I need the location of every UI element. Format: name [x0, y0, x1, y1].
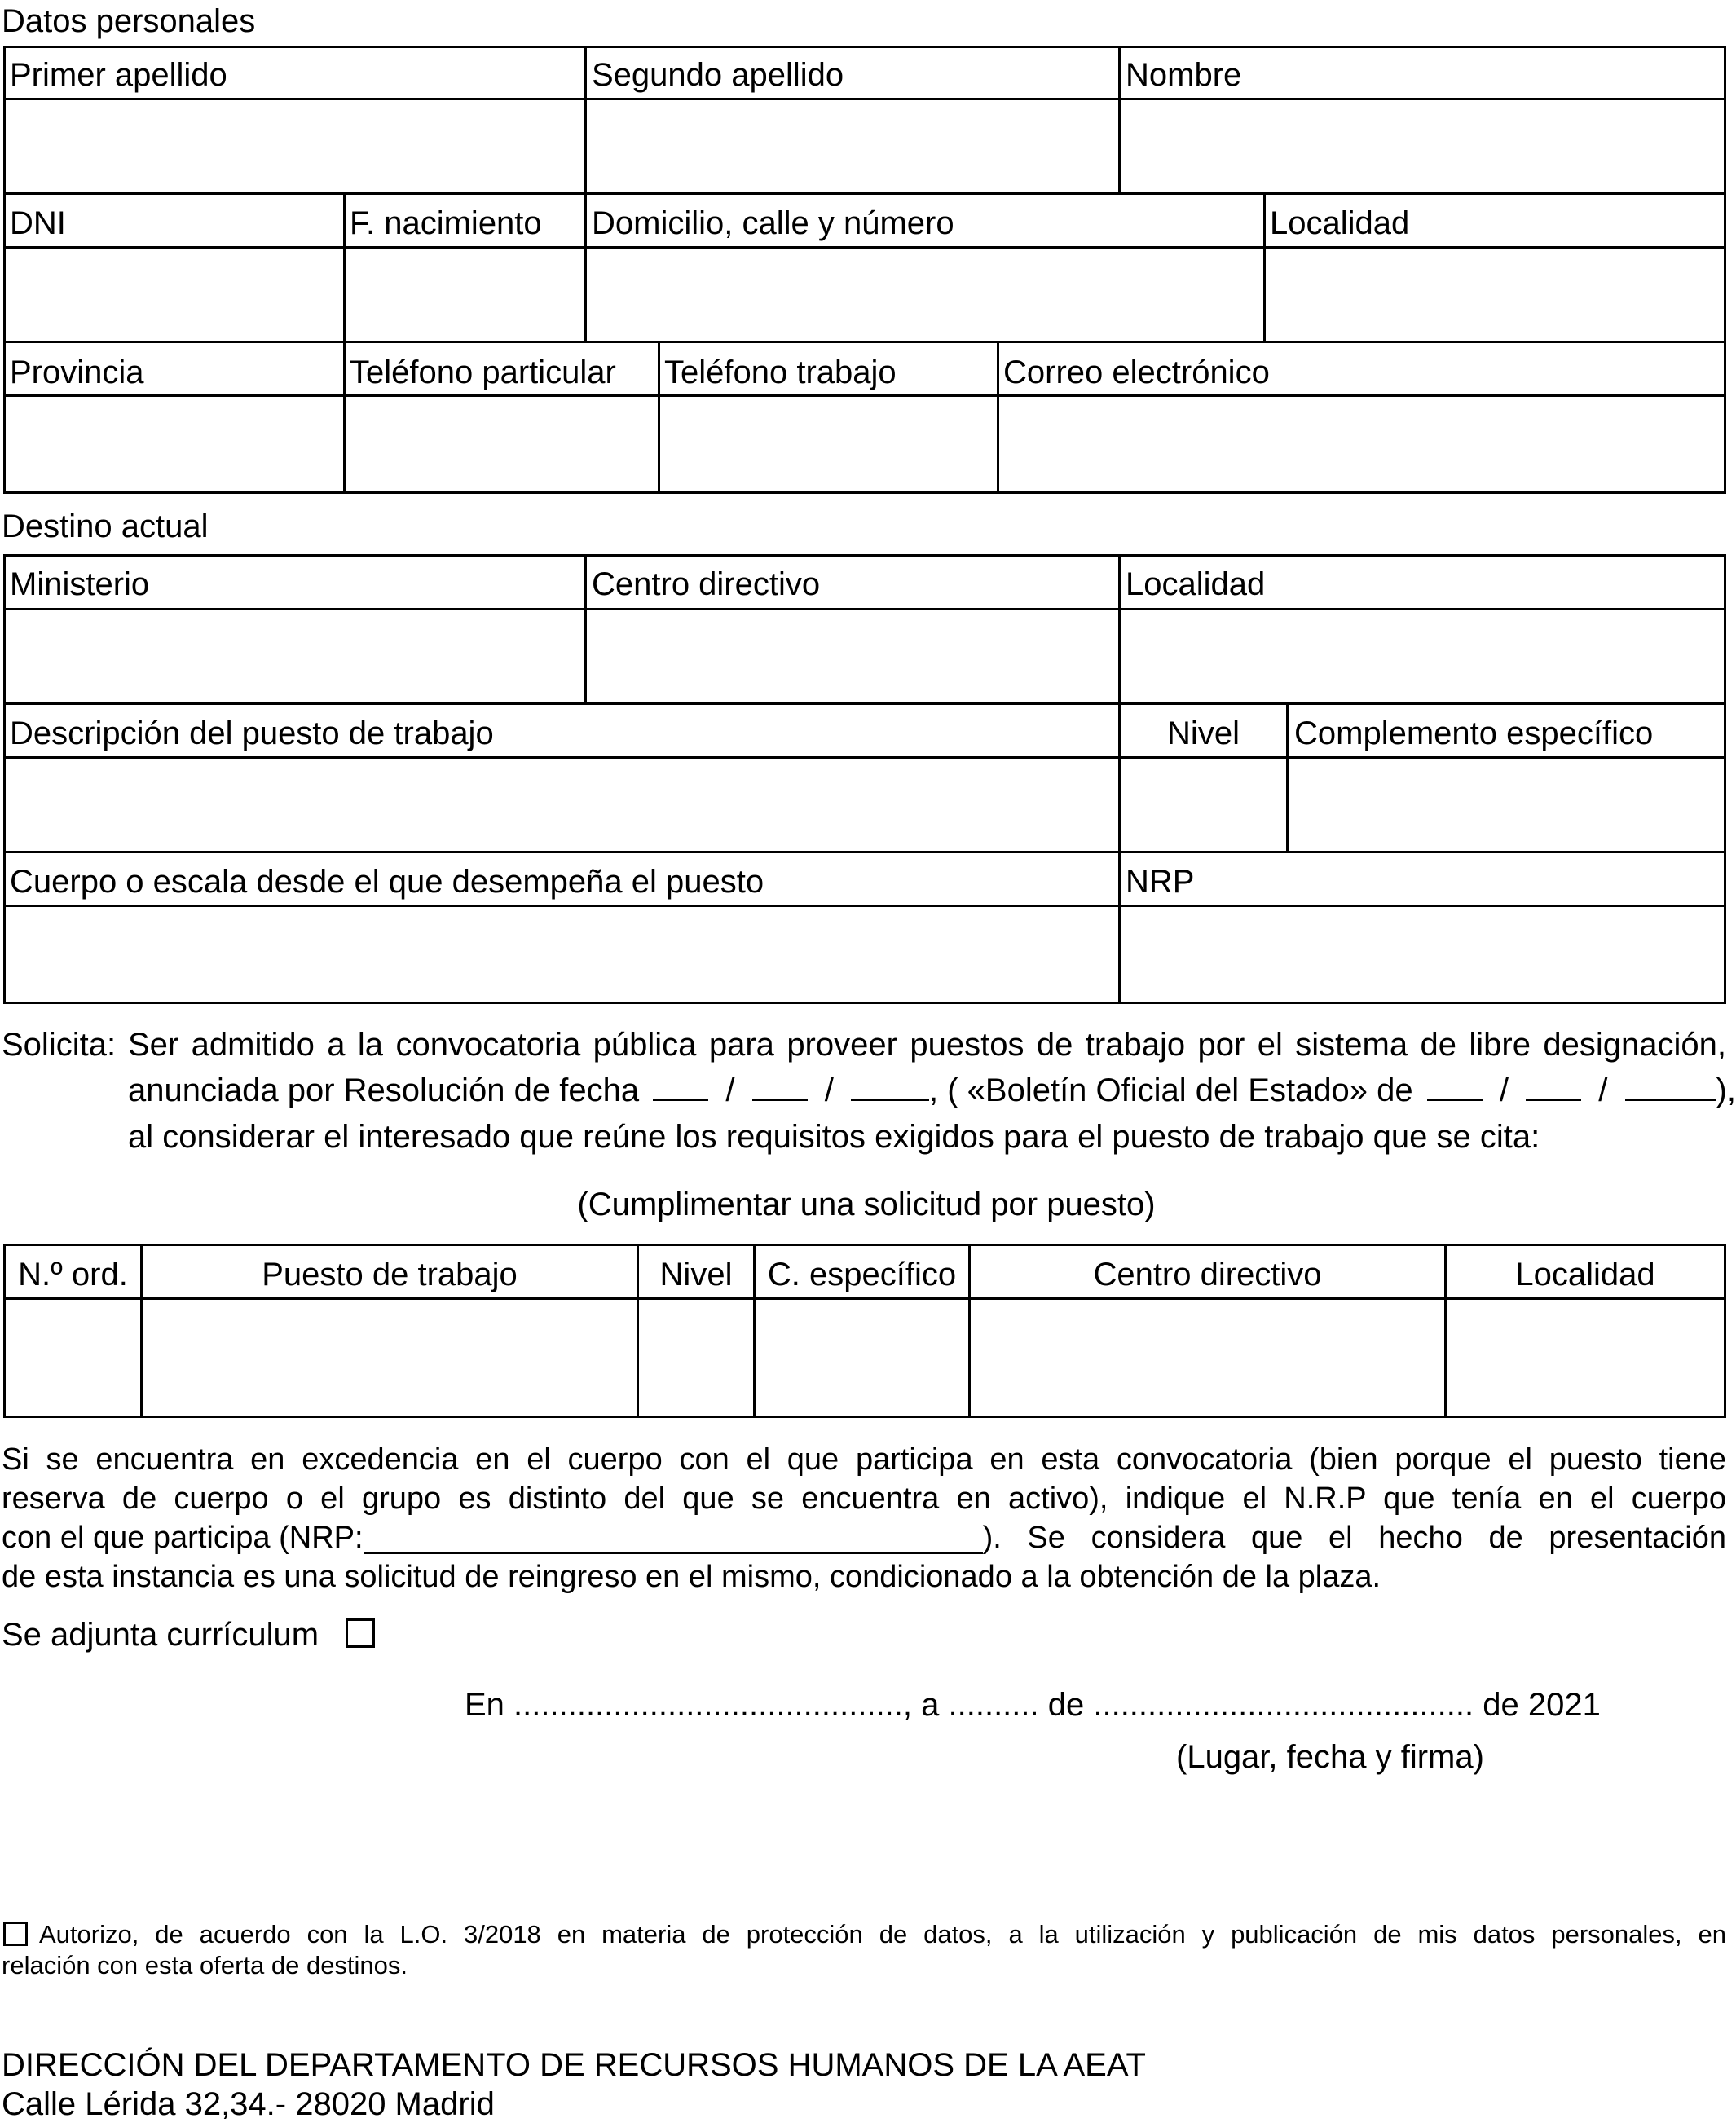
domicilio-field[interactable] [587, 249, 1263, 341]
autorizo-checkbox[interactable] [3, 1922, 28, 1946]
localidad-cell[interactable] [1447, 1300, 1724, 1416]
label-primer-apellido: Primer apellido [10, 57, 227, 93]
excedencia-line-2: reserva de cuerpo o el grupo es distinto del que se encuentra en activo), indique el N.R.P que tenía en el cuerpo [2, 1482, 1726, 1516]
section-title-personal: Datos personales [2, 3, 256, 39]
label-descripcion: Descripción del puesto de trabajo [10, 716, 494, 751]
header-puesto: Puesto de trabajo [262, 1257, 518, 1292]
boe-dia-blank[interactable] [1427, 1074, 1483, 1101]
label-localidad: Localidad [1270, 205, 1410, 241]
solicita-line-1: Ser admitido a la convocatoria pública para proveer puestos de trabajo por el sistema de libre designación, [128, 1027, 1726, 1063]
centro-directivo-field[interactable] [587, 610, 1118, 702]
section-title-destino: Destino actual [2, 509, 209, 544]
footer-address-street: Calle Lérida 32,34.- 28020 Madrid [2, 2086, 495, 2122]
provincia-field[interactable] [6, 397, 343, 491]
ministerio-field[interactable] [6, 610, 584, 702]
nrp-excedencia-blank[interactable] [364, 1522, 983, 1554]
segundo-apellido-field[interactable] [587, 100, 1118, 192]
label-telefono-trabajo: Teléfono trabajo [664, 354, 897, 390]
centro-directivo-cell[interactable] [971, 1300, 1444, 1416]
localidad-field[interactable] [1266, 249, 1724, 341]
label-segundo-apellido: Segundo apellido [592, 57, 844, 93]
header-centro-directivo: Centro directivo [1093, 1257, 1322, 1292]
label-nrp: NRP [1126, 864, 1195, 900]
excedencia-line-4: de esta instancia es una solicitud de reingreso en el mismo, condicionado a la obtención de la plaza. [2, 1560, 1381, 1594]
nrp-field[interactable] [1121, 907, 1724, 1002]
correo-field[interactable] [999, 397, 1724, 491]
autorizo-line-1: Autorizo, de acuerdo con la L.O. 3/2018 en materia de protección de datos, a la utilización y publicación de mis datos personales, en [39, 1920, 1726, 1949]
excedencia-line-3: con el que participa (NRP: ). Se considera que el hecho de presentación [2, 1521, 1726, 1555]
excedencia-line-1: Si se encuentra en excedencia en el cuerpo con el que participa en esta convocatoria (bien porque el puesto tiene [2, 1442, 1726, 1477]
curriculum-label: Se adjunta currículum [2, 1617, 319, 1653]
telefono-trabajo-field[interactable] [660, 397, 997, 491]
label-provincia: Provincia [10, 354, 144, 390]
label-dni: DNI [10, 205, 66, 241]
solicita-label: Solicita: [2, 1027, 117, 1063]
label-nombre: Nombre [1126, 57, 1242, 93]
solicita-line-2: anunciada por Resolución de fecha / / , ( «Boletín Oficial del Estado» de / / ), [128, 1072, 1736, 1108]
label-correo: Correo electrónico [1003, 354, 1270, 390]
fecha-dia-blank[interactable] [653, 1074, 708, 1101]
complemento-field[interactable] [1289, 759, 1724, 851]
label-complemento: Complemento específico [1294, 716, 1654, 751]
nombre-field[interactable] [1121, 100, 1724, 192]
telefono-particular-field[interactable] [346, 397, 658, 491]
label-nivel: Nivel [1167, 716, 1240, 751]
fecha-anio-blank[interactable] [851, 1074, 929, 1101]
puesto-cell[interactable] [143, 1300, 637, 1416]
label-domicilio: Domicilio, calle y número [592, 205, 954, 241]
solicita-line-3: al considerar el interesado que reúne los requisitos exigidos para el puesto de trabajo que se cita: [128, 1119, 1540, 1155]
header-localidad: Localidad [1515, 1257, 1655, 1292]
nivel-cell[interactable] [639, 1300, 753, 1416]
header-n-ord: N.º ord. [18, 1257, 128, 1292]
solicita-note: (Cumplimentar una solicitud por puesto) [577, 1187, 1156, 1222]
label-telefono-particular: Teléfono particular [350, 354, 616, 390]
firma-line: En ..........................................., a .......... de .......................................... de 2021 [465, 1687, 1601, 1723]
n-ord-cell[interactable] [6, 1300, 140, 1416]
label-cuerpo: Cuerpo o escala desde el que desempeña el puesto [10, 864, 764, 900]
header-nivel: Nivel [659, 1257, 733, 1292]
label-f-nacimiento: F. nacimiento [350, 205, 542, 241]
label-ministerio: Ministerio [10, 566, 150, 602]
c-especifico-cell[interactable] [756, 1300, 968, 1416]
localidad-destino-field[interactable] [1121, 610, 1724, 702]
fecha-mes-blank[interactable] [752, 1074, 808, 1101]
cuerpo-field[interactable] [6, 907, 1118, 1002]
primer-apellido-field[interactable] [6, 100, 584, 192]
boe-anio-blank[interactable] [1625, 1074, 1716, 1101]
dni-field[interactable] [6, 249, 343, 341]
descripcion-field[interactable] [6, 759, 1118, 851]
f-nacimiento-field[interactable] [346, 249, 584, 341]
autorizo-line-2: relación con esta oferta de destinos. [2, 1951, 408, 1979]
curriculum-checkbox[interactable] [346, 1618, 375, 1648]
boe-mes-blank[interactable] [1526, 1074, 1581, 1101]
firma-caption: (Lugar, fecha y firma) [1176, 1739, 1484, 1775]
header-c-especifico: C. específico [767, 1257, 957, 1292]
label-localidad-destino: Localidad [1126, 566, 1266, 602]
label-centro-directivo: Centro directivo [592, 566, 821, 602]
footer-address-title: DIRECCIÓN DEL DEPARTAMENTO DE RECURSOS HUMANOS DE LA AEAT [2, 2047, 1146, 2083]
nivel-field[interactable] [1121, 759, 1286, 851]
